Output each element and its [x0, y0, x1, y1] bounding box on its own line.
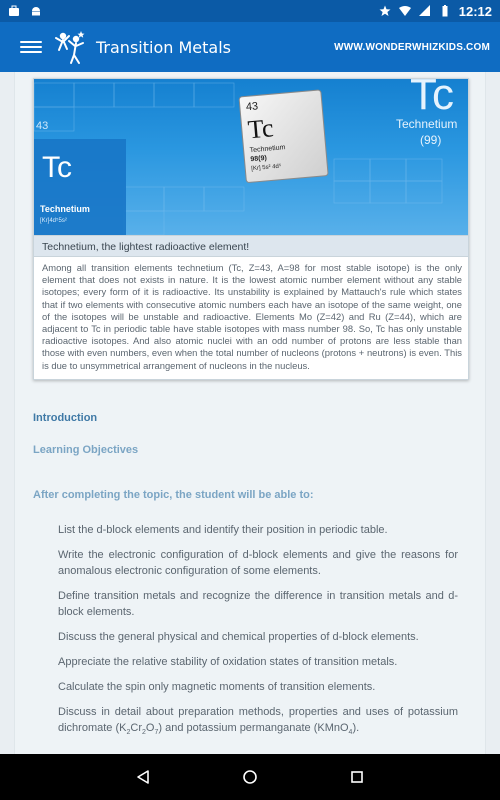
hero-big-number: (99)	[420, 133, 442, 147]
hero-left-number: 43	[36, 120, 49, 132]
feature-card	[33, 78, 469, 380]
android-icon	[30, 5, 42, 17]
app-logo	[54, 29, 88, 65]
technetium-hero-image	[34, 79, 468, 235]
hero-tile-config: [Kr] 5s² 4d⁵	[251, 163, 282, 173]
hero-tile-symbol: Tc	[246, 113, 275, 145]
status-bar	[0, 0, 500, 22]
hero-left-name: Technetium	[40, 204, 90, 214]
battery-icon	[439, 5, 451, 17]
website-link[interactable]: WWW.WONDERWHIZKIDS.COM	[334, 41, 490, 53]
hero-big-name: Technetium	[396, 117, 458, 131]
objective-item: Discuss the general physical and chemical properties of d-block elements.	[58, 631, 419, 643]
recents-icon	[349, 769, 365, 785]
app-bar	[0, 22, 500, 72]
home-button[interactable]	[240, 767, 260, 787]
hero-tile-name: Technetium	[249, 144, 286, 155]
objective-item: List the d-block elements and identify their position in periodic table.	[58, 524, 388, 536]
section-introduction[interactable]: Introduction	[33, 412, 98, 424]
page-title: Transition Metals	[96, 37, 231, 57]
hero-left-config: [Kr]4d⁵5s²	[40, 218, 67, 224]
objectives-list	[58, 522, 458, 750]
menu-icon	[20, 41, 42, 43]
hero-tile-number: 43	[245, 100, 259, 114]
hero-big-symbol: Tc	[410, 79, 454, 119]
section-after-completing: After completing the topic, the student will be able to:	[33, 489, 314, 501]
signal-icon	[419, 5, 431, 17]
recents-button[interactable]	[347, 767, 367, 787]
hero-left-symbol: Tc	[42, 151, 72, 184]
image-caption: Technetium, the lightest radioactive element!	[34, 235, 468, 257]
wifi-icon	[399, 5, 411, 17]
star-icon	[379, 5, 391, 17]
content-area[interactable]	[14, 72, 486, 754]
objective-item: Calculate the spin only magnetic moments of transition elements.	[58, 681, 376, 693]
back-icon	[135, 769, 151, 785]
briefcase-icon	[8, 5, 20, 17]
objective-item: Write the electronic configuration of d-block elements and give the reasons for anomalous electronic configuration of some elements.	[58, 549, 458, 577]
objective-item: Discuss in detail about preparation methods, properties and uses of potassium dichromate $(K_2Cr_2O_7)$ and potassium permanganate (KMnO$_4$).	[58, 706, 458, 737]
hero-tile-mass: 98(9)	[250, 154, 268, 164]
system-nav-bar	[0, 754, 500, 800]
menu-button[interactable]	[20, 38, 42, 56]
section-learning-objectives: Learning Objectives	[33, 444, 139, 456]
technetium-description: Among all transition elements technetium (Tc, Z=43, A=98 for most stable isotope) is the only element that does not exists in nature. It is the lowest atomic number element without any stable isotopes; every form of it is radioactive. Its unstability is explained by Mattauch's rule which states that if two elements with consecutive atomic numbers each have an isotope of the same weight, one of the isotopes will be unstable and radioactive. Elements Mo (Z=42) and Ru (Z=44), which are adjacent to Tc in periodic table have stable isotopes with mass number 98. So, Tc has only unstable radioactive isotopes. And also atomic nuclei with an odd number of protons are less stable than those with even numbers, even when the total number of nucleons (protons + neutrons) is even. This is due to unsymmetrical arrangement of nucleons in the nucleus.	[42, 262, 462, 371]
objective-item: Appreciate the relative stability of oxidation states of transition metals.	[58, 656, 398, 668]
home-icon	[242, 769, 258, 785]
back-button[interactable]	[133, 767, 153, 787]
objective-item: Define transition metals and recognize the difference in transition metals and d-block elements.	[58, 590, 458, 618]
status-time: 12:12	[458, 3, 492, 19]
